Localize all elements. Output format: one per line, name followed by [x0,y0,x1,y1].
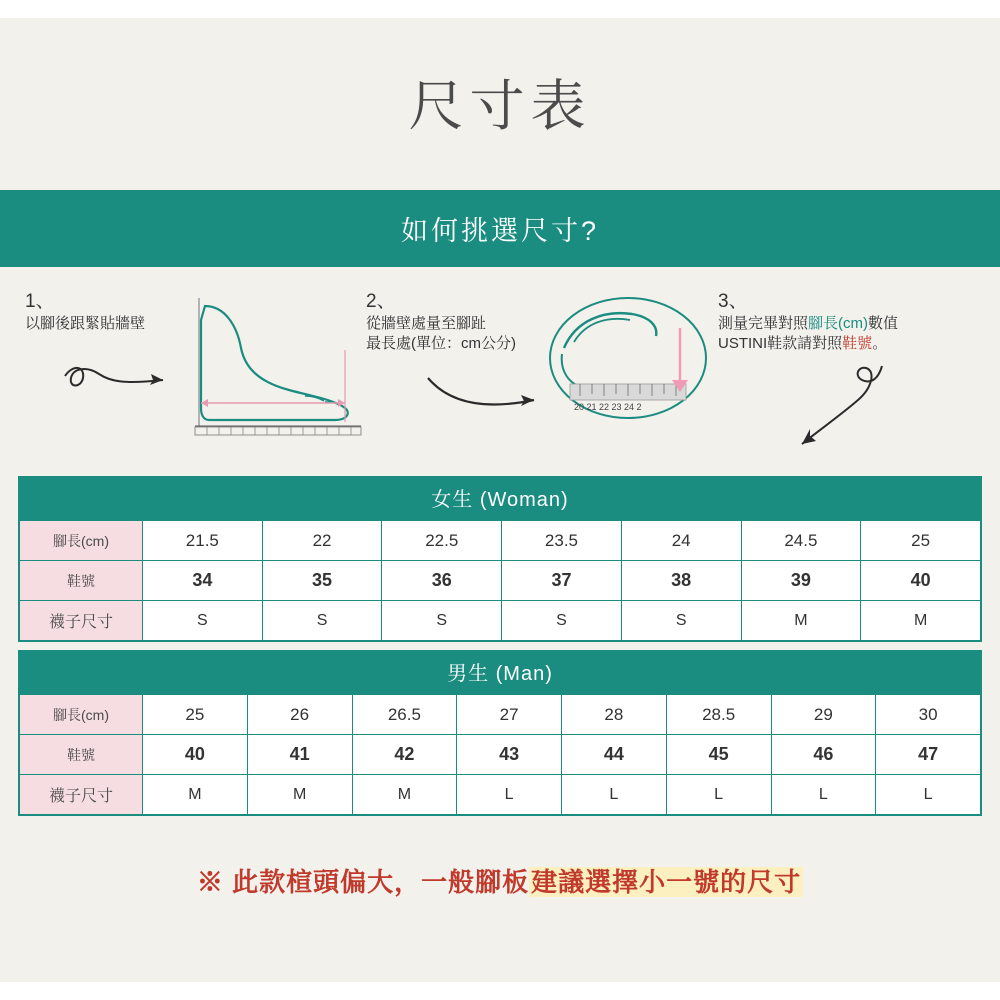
cell: 30 [876,695,981,735]
man-size-table [18,650,982,816]
cell: 26 [247,695,352,735]
step-2-arrow-icon [426,370,546,420]
top-margin [0,0,1000,18]
cell: 25 [861,521,981,561]
row-label-foot-length: 腳長(cm) [20,521,143,561]
cell: 22.5 [382,521,502,561]
table-row [20,695,981,735]
row-label-shoe-size: 鞋號 [20,561,143,601]
footnote-prefix: ※ [196,867,233,897]
cell: M [247,775,352,815]
arrow-down-diagram [766,360,906,455]
woman-table-caption: 女生 (Woman) [19,477,981,520]
cell: 24.5 [741,521,861,561]
cell: L [562,775,667,815]
cell: L [771,775,876,815]
bottom-margin [0,982,1000,1000]
cell: 36 [382,561,502,601]
banner-label: 如何挑選尺寸? [400,216,600,246]
footnote-highlight: 建議選擇小一號的尺寸 [531,867,802,897]
cell: 40 [861,561,981,601]
cell: 40 [143,735,248,775]
cell: 35 [262,561,382,601]
man-table-caption: 男生 (Man) [19,651,981,694]
cell: 45 [666,735,771,775]
table-row [20,521,981,561]
step-2-text-line1: 從牆壁處量至腳趾 [366,314,487,332]
cell: S [382,601,502,641]
cell: 25 [143,695,248,735]
table-row [20,601,981,641]
cell: 29 [771,695,876,735]
step-1-number: 1、 [25,291,55,312]
footnote-plain: 此款楦頭偏大，一般腳板 [232,867,530,897]
cell: S [262,601,382,641]
woman-size-table [18,476,982,642]
how-to-choose-banner [0,190,1000,267]
cell: 38 [621,561,741,601]
step-3-line2-highlight: 鞋號 [842,335,873,352]
cell: L [457,775,562,815]
row-label-foot-length: 腳長(cm) [20,695,143,735]
cell: 34 [143,561,263,601]
svg-text:20 21 22 23 24 2: 20 21 22 23 24 2 [574,402,642,412]
cell: 42 [352,735,457,775]
cell: M [741,601,861,641]
cell: M [352,775,457,815]
footnote [0,862,1000,899]
cell: 46 [771,735,876,775]
cell: 39 [741,561,861,601]
step-3-line1-a: 測量完畢對照 [718,314,809,332]
row-label-sock-size: 襪子尺寸 [20,775,143,815]
step-1-text: 以腳後跟緊貼牆壁 [25,314,146,332]
step-1-arrow-icon [59,358,189,408]
cell: L [876,775,981,815]
cell: 26.5 [352,695,457,735]
step-3 [718,290,988,460]
step-3-number: 3、 [718,291,748,312]
step-3-line1-highlight: 腳長(cm) [808,314,869,332]
cell: 41 [247,735,352,775]
cell: 23.5 [502,521,622,561]
cell: 22 [262,521,382,561]
step-3-text-line2 [718,334,988,354]
row-label-shoe-size: 鞋號 [20,735,143,775]
cell: 28.5 [666,695,771,735]
step-3-text-line1 [718,314,988,334]
table-row [20,735,981,775]
table-row [20,775,981,815]
row-label-sock-size: 襪子尺寸 [20,601,143,641]
cell: 28 [562,695,667,735]
table-row [20,561,981,601]
cell: 43 [457,735,562,775]
step-3-line2-a: USTINI鞋款請對照 [718,335,843,352]
page-title: 尺寸表 [408,75,592,137]
step-3-line2-c: 。 [872,335,888,352]
step-2-number: 2、 [366,291,396,312]
cell: S [143,601,263,641]
cell: 47 [876,735,981,775]
step-3-line1-c: 數值 [868,314,899,332]
ruler-measure-diagram [546,292,711,432]
cell: 21.5 [143,521,263,561]
cell: S [621,601,741,641]
step-1 [25,290,355,460]
step-2-text-line2: 最長處(單位：cm公分) [366,335,516,352]
foot-heel-wall-diagram [185,290,365,450]
cell: 27 [457,695,562,735]
cell: 44 [562,735,667,775]
cell: 37 [502,561,622,601]
step-2 [366,290,711,460]
steps-row [0,290,1000,460]
cell: L [666,775,771,815]
cell: S [502,601,622,641]
cell: 24 [621,521,741,561]
cell: M [143,775,248,815]
cell: M [861,601,981,641]
